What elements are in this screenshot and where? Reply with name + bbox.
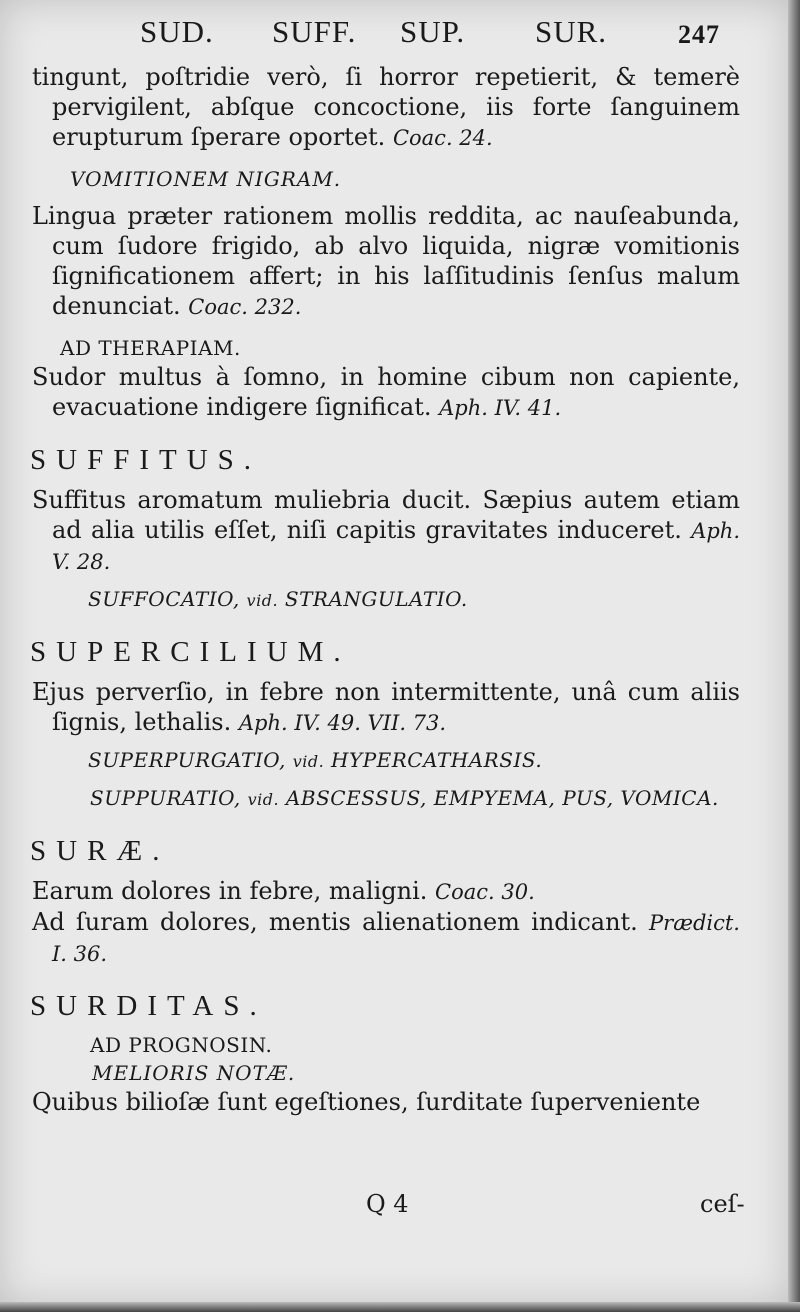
paragraph-6 (0, 876, 790, 907)
paragraph-4-text: Suffitus aromatum muliebria ducit. Sæpius autem etiam ad alia utilis eſſet, niſi capitis gravitates induceret. (32, 486, 740, 544)
page-footer (0, 1190, 790, 1226)
xref-suffocatio (0, 585, 790, 615)
paragraph-6-text: Earum dolores in febre, maligni. (32, 877, 428, 905)
header-word-1: SUD. (140, 14, 214, 49)
paragraph-8 (0, 1087, 790, 1117)
catchword: ceſ- (700, 1190, 745, 1218)
xref-suppuratio-term: SUPPURATIO, (90, 786, 241, 810)
paragraph-3-ref: Aph. IV. 41. (439, 396, 562, 420)
page-body (0, 62, 790, 1117)
paragraph-7-ref: Prædict. I. 36. (52, 911, 740, 966)
xref-superpurgatio-target: HYPERCATHARSIS. (331, 748, 543, 772)
xref-superpurgatio-vid: vid. (292, 752, 325, 771)
paragraph-2-text: Lingua præter rationem mollis reddita, ac nauſeabunda, cum ſudore frigido, ab alvo liquida, nigræ vomitionis ſignificationem affert; in his laſſitudinis ſenſus malum denunciat. (32, 202, 740, 320)
subheading-prognosin: AD PROGNOSIN. (90, 1033, 273, 1057)
paragraph-7 (0, 907, 790, 969)
paragraph-4-ref: Aph. V. 28. (52, 519, 740, 574)
xref-suppuratio (0, 784, 790, 814)
paragraph-3 (0, 362, 790, 423)
paragraph-1 (0, 62, 790, 153)
paragraph-1-text: tingunt, poſtridie verò, ſi horror repetierit, & temerè pervigilent, abſque concoctione, iis forte ſanguinem erupturum ſperare oportet. (32, 63, 740, 151)
page-edge-shadow (788, 0, 800, 1312)
header-word-3: SUP. (400, 14, 466, 49)
subheading-melioris: MELIORIS NOTÆ. (92, 1061, 296, 1085)
signature-mark: Q 4 (366, 1190, 409, 1218)
header-word-4: SUR. (535, 14, 608, 49)
page-number: 247 (678, 20, 720, 49)
paragraph-3-text: Sudor multus à ſomno, in homine cibum non capiente, evacuatione indigere ſignificat. (32, 363, 740, 421)
xref-suppuratio-target: ABSCESSUS, EMPYEMA, PUS, VOMICA. (285, 786, 719, 810)
running-header (0, 14, 790, 60)
xref-suffocatio-target: STRANGULATIO. (284, 587, 468, 611)
page-bottom-shadow (0, 1302, 800, 1312)
xref-superpurgatio (0, 746, 790, 776)
heading-surae: SURÆ. (30, 835, 170, 867)
paragraph-2 (0, 201, 790, 322)
heading-surditas: SURDITAS. (30, 990, 267, 1022)
paragraph-5-ref: Aph. IV. 49. VII. 73. (238, 711, 447, 735)
paragraph-5 (0, 677, 790, 738)
xref-suffocatio-term: SUFFOCATIO, (88, 587, 240, 611)
paragraph-1-ref: Coac. 24. (392, 126, 493, 150)
xref-suffocatio-vid: vid. (246, 591, 279, 610)
paragraph-2-ref: Coac. 232. (188, 295, 302, 319)
xref-superpurgatio-term: SUPERPURGATIO, (88, 748, 286, 772)
heading-supercilium: SUPERCILIUM. (30, 636, 351, 668)
xref-suppuratio-vid: vid. (247, 790, 280, 809)
heading-suffitus: SUFFITUS. (30, 444, 262, 476)
paragraph-8-text: Quibus bilioſæ ſunt egeſtiones, ſurditate ſuperveniente (32, 1088, 701, 1116)
subheading-vomitionem: VOMITIONEM NIGRAM. (70, 167, 342, 191)
header-word-2: SUFF. (272, 14, 357, 49)
paragraph-7-text: Ad ſuram dolores, mentis alienationem indicant. (32, 908, 638, 936)
paragraph-5-text: Ejus perverſio, in febre non intermittente, unâ cum aliis ſignis, lethalis. (32, 678, 740, 736)
paragraph-4 (0, 485, 790, 577)
subheading-therapiam: AD THERAPIAM. (60, 336, 241, 360)
paragraph-6-ref: Coac. 30. (435, 880, 535, 904)
